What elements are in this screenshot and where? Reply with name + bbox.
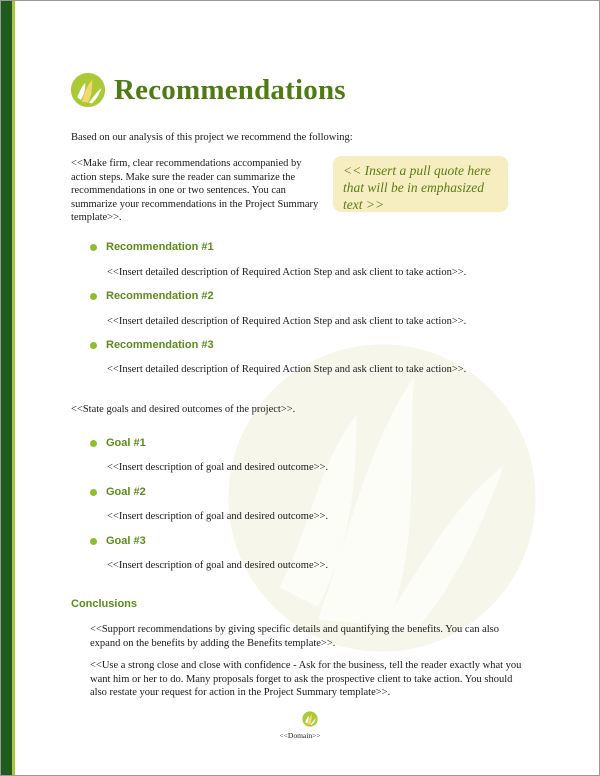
page-header bbox=[70, 72, 346, 108]
goal-description: <<Insert description of goal and desired outcome>>. bbox=[107, 560, 329, 571]
recommendation-title-text: Recommendation #3 bbox=[106, 339, 214, 351]
bullet-icon bbox=[90, 342, 97, 349]
recommendation-title bbox=[90, 290, 214, 302]
conclusions-paragraph: <<Use a strong close and close with confidence - Ask for the business, tell the reader exactly what you want him or her to do. Many proposals forget to ask the prospective client to take action. You should also restate your request for action in the Project Summary template>>. bbox=[90, 660, 522, 698]
page-title: Recommendations bbox=[114, 73, 346, 106]
footer-domain: <<Domain>> bbox=[279, 731, 321, 740]
recommendation-description: <<Insert detailed description of Required Action Step and ask client to take action>>. bbox=[107, 364, 467, 375]
recommendation-title bbox=[90, 241, 214, 253]
summary-note: <<Make firm, clear recommendations accompanied by action steps. Make sure the reader can summarize the recommendations in one or two sentences. You can summarize your recommendations in the Project Summary template>>. bbox=[71, 158, 319, 223]
goal-title bbox=[90, 437, 146, 449]
pull-quote: << Insert a pull quote here that will be in emphasized text >> bbox=[333, 156, 508, 212]
bullet-icon bbox=[90, 440, 97, 447]
footer-leaf-logo-icon bbox=[302, 711, 318, 727]
goal-title-text: Goal #2 bbox=[106, 486, 146, 498]
left-accent-stripe bbox=[12, 1, 15, 775]
goals-intro: <<State goals and desired outcomes of the project>>. bbox=[71, 404, 296, 415]
left-accent-bar bbox=[1, 1, 12, 775]
bullet-icon bbox=[90, 293, 97, 300]
leaf-logo-icon bbox=[70, 72, 106, 108]
intro-text: Based on our analysis of this project we recommend the following: bbox=[71, 132, 353, 143]
leaf-watermark-icon bbox=[222, 338, 542, 658]
recommendation-description: <<Insert detailed description of Required Action Step and ask client to take action>>. bbox=[107, 316, 467, 327]
goal-title bbox=[90, 535, 146, 547]
bullet-icon bbox=[90, 244, 97, 251]
conclusions-heading: Conclusions bbox=[71, 598, 138, 610]
goal-description: <<Insert description of goal and desired outcome>>. bbox=[107, 462, 329, 473]
goal-description: <<Insert description of goal and desired outcome>>. bbox=[107, 511, 329, 522]
goal-title-text: Goal #3 bbox=[106, 535, 146, 547]
recommendation-title-text: Recommendation #1 bbox=[106, 241, 214, 253]
bullet-icon bbox=[90, 489, 97, 496]
conclusions-paragraph: <<Support recommendations by giving specific details and quantifying the benefits. You can also expand on the benefits by adding the Benefits template>>. bbox=[90, 624, 500, 649]
recommendation-description: <<Insert detailed description of Required Action Step and ask client to take action>>. bbox=[107, 267, 467, 278]
bullet-icon bbox=[90, 538, 97, 545]
goal-title-text: Goal #1 bbox=[106, 437, 146, 449]
recommendation-title bbox=[90, 339, 214, 351]
recommendation-title-text: Recommendation #2 bbox=[106, 290, 214, 302]
goal-title bbox=[90, 486, 146, 498]
